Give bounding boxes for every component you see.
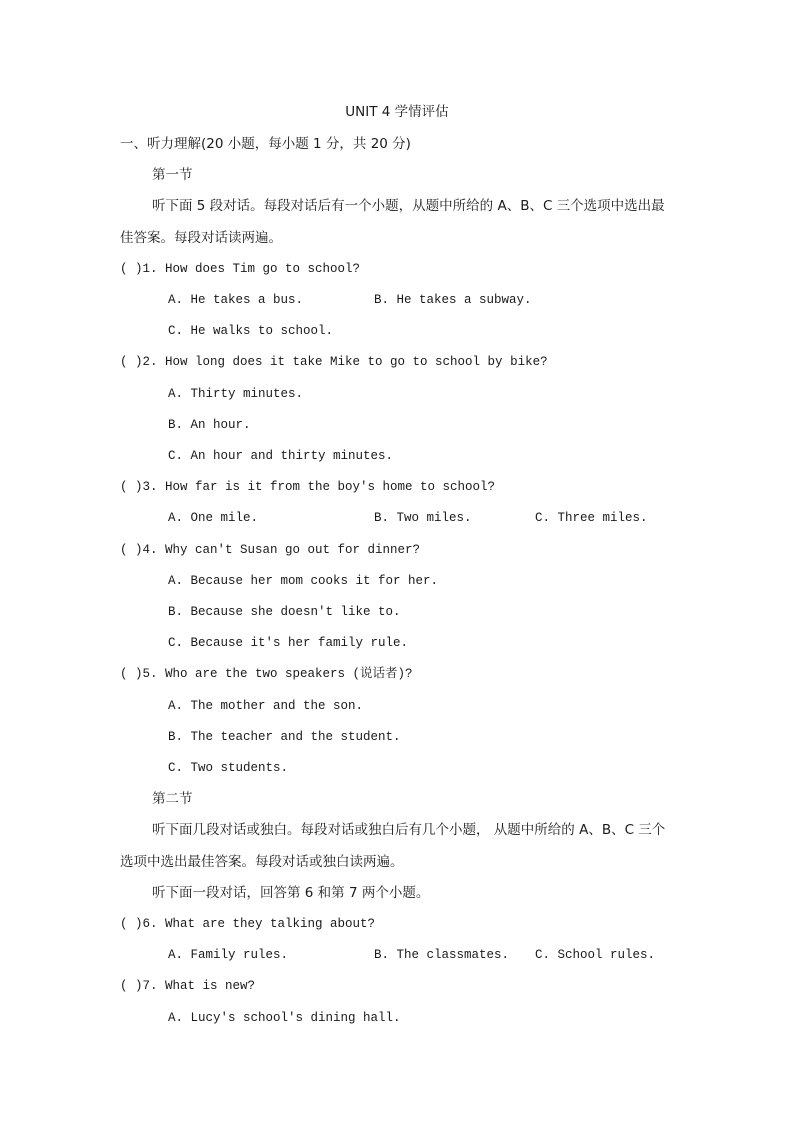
section2-instructions-line3: 听下面一段对话，回答第 6 和第 7 两个小题。: [152, 885, 430, 901]
question-1-option-c: C. He walks to school.: [168, 324, 334, 338]
question-4-option-b: B. Because she doesn't like to.: [168, 605, 401, 619]
section1-instructions-line1: 听下面 5 段对话。每段对话后有一个小题，从题中所给的 A、B、C 三个选项中选出最: [152, 198, 665, 214]
question-2-option-b: B. An hour.: [168, 418, 251, 432]
question-7-stem: ( )7. What is new?: [120, 979, 256, 993]
question-4-option-c: C. Because it's her family rule.: [168, 636, 409, 650]
question-2-option-c: C. An hour and thirty minutes.: [168, 449, 394, 463]
question-1-stem: ( )1. How does Tim go to school?: [120, 262, 361, 276]
question-6-stem: ( )6. What are they talking about?: [120, 917, 376, 931]
question-5-stem: ( )5. Who are the two speakers (说话者)?: [120, 667, 413, 681]
question-1-option-b: B. He takes a subway.: [374, 293, 532, 307]
question-2-stem: ( )2. How long does it take Mike to go to school by bike?: [120, 355, 548, 369]
part1-heading: 一、听力理解(20 小题，每小题 1 分，共 20 分): [120, 136, 411, 152]
question-2-option-a: A. Thirty minutes.: [168, 387, 304, 401]
question-3-option-b: B. Two miles.: [374, 511, 472, 525]
question-4-stem: ( )4. Why can't Susan go out for dinner?: [120, 543, 421, 557]
question-7-option-a: A. Lucy's school's dining hall.: [168, 1011, 401, 1025]
question-3-stem: ( )3. How far is it from the boy's home to school?: [120, 480, 496, 494]
section2-instructions-line1: 听下面几段对话或独白。每段对话或独白后有几个小题， 从题中所给的 A、B、C 三个: [152, 822, 666, 838]
section2-heading: 第二节: [152, 791, 193, 807]
question-6-option-b: B. The classmates.: [374, 948, 510, 962]
question-4-option-a: A. Because her mom cooks it for her.: [168, 574, 439, 588]
question-3-option-a: A. One mile.: [168, 511, 259, 525]
question-6-option-c: C. School rules.: [535, 948, 656, 962]
question-1-option-a: A. He takes a bus.: [168, 293, 304, 307]
question-6-option-a: A. Family rules.: [168, 948, 289, 962]
question-5-option-a: A. The mother and the son.: [168, 699, 364, 713]
question-5-option-c: C. Two students.: [168, 761, 289, 775]
section2-instructions-line2: 选项中选出最佳答案。每段对话或独白读两遍。: [120, 854, 404, 870]
question-5-option-b: B. The teacher and the student.: [168, 730, 401, 744]
question-3-option-c: C. Three miles.: [535, 511, 648, 525]
section1-heading: 第一节: [152, 167, 193, 183]
page-title: UNIT 4 学情评估: [345, 104, 449, 120]
section1-instructions-line2: 佳答案。每段对话读两遍。: [120, 230, 282, 246]
